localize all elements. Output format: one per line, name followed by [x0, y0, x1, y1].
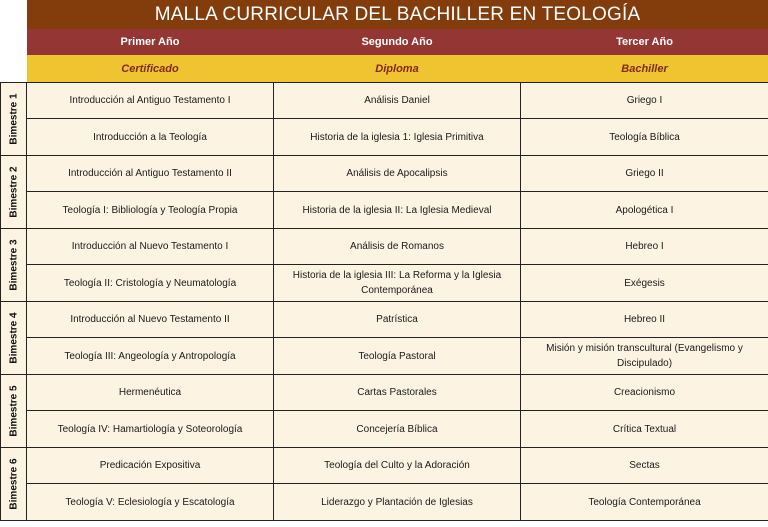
course-cell: Teología Pastoral — [274, 338, 521, 375]
course-cell: Liderazgo y Plantación de Iglesias — [274, 484, 521, 521]
course-cell: Griego I — [521, 83, 768, 119]
course-row — [1, 229, 768, 265]
bimestre-label-cell — [1, 448, 27, 521]
course-cell: Introducción a la Teología — [27, 119, 274, 156]
course-cell: Exégesis — [521, 265, 768, 302]
course-cell: Análisis de Apocalipsis — [274, 156, 521, 192]
course-row — [1, 448, 768, 484]
bimestre-label: Bimestre 4 — [8, 312, 19, 364]
course-cell: Historia de la iglesia III: La Reforma y la Iglesia Contemporánea — [274, 265, 521, 302]
course-cell: Historia de la iglesia 1: Iglesia Primitiva — [274, 119, 521, 156]
course-cell: Misión y misión transcultural (Evangelismo y Discipulado) — [521, 338, 768, 375]
course-cell: Introducción al Antiguo Testamento I — [27, 83, 274, 119]
course-cell: Teología IV: Hamartiología y Soteorología — [27, 411, 274, 448]
degree-header-row — [1, 55, 768, 83]
degree-header-2: Diploma — [274, 55, 521, 83]
corner-blank — [1, 29, 27, 55]
year-header-row — [1, 29, 768, 55]
course-cell: Introducción al Nuevo Testamento I — [27, 229, 274, 265]
bimestre-label-cell — [1, 375, 27, 448]
corner-blank — [1, 55, 27, 83]
bimestre-label: Bimestre 3 — [8, 239, 19, 291]
course-cell: Teología III: Angeología y Antropología — [27, 338, 274, 375]
course-cell: Sectas — [521, 448, 768, 484]
course-row — [1, 302, 768, 338]
year-header-1: Primer Año — [27, 29, 274, 55]
page-title: MALLA CURRICULAR DEL BACHILLER EN TEOLOGÍA — [27, 0, 768, 29]
course-row — [1, 265, 768, 302]
course-cell: Hebreo II — [521, 302, 768, 338]
course-cell: Teología del Culto y la Adoración — [274, 448, 521, 484]
course-cell: Hebreo I — [521, 229, 768, 265]
course-row — [1, 83, 768, 119]
course-cell: Teología V: Eclesiología y Escatología — [27, 484, 274, 521]
course-cell: Historia de la iglesia II: La Iglesia Medieval — [274, 192, 521, 229]
course-cell: Cartas Pastorales — [274, 375, 521, 411]
bimestre-label-cell — [1, 302, 27, 375]
course-row — [1, 192, 768, 229]
title-row — [1, 0, 768, 29]
course-row — [1, 411, 768, 448]
course-cell: Teología Contemporánea — [521, 484, 768, 521]
course-cell: Apologética I — [521, 192, 768, 229]
course-cell: Análisis de Romanos — [274, 229, 521, 265]
bimestre-label: Bimestre 2 — [8, 166, 19, 218]
bimestre-label-cell — [1, 83, 27, 156]
course-cell: Griego II — [521, 156, 768, 192]
course-cell: Concejería Bíblica — [274, 411, 521, 448]
course-cell: Creacionismo — [521, 375, 768, 411]
course-cell: Introducción al Antiguo Testamento II — [27, 156, 274, 192]
course-row — [1, 375, 768, 411]
course-cell: Crítica Textual — [521, 411, 768, 448]
bimestre-label-cell — [1, 229, 27, 302]
year-header-2: Segundo Año — [274, 29, 521, 55]
course-cell: Teología I: Bibliología y Teología Propia — [27, 192, 274, 229]
course-cell: Introducción al Nuevo Testamento II — [27, 302, 274, 338]
year-header-3: Tercer Año — [521, 29, 768, 55]
course-cell: Patrística — [274, 302, 521, 338]
course-row — [1, 156, 768, 192]
course-cell: Teología II: Cristología y Neumatología — [27, 265, 274, 302]
bimestre-label: Bimestre 1 — [8, 93, 19, 145]
bimestre-label: Bimestre 5 — [8, 385, 19, 437]
degree-header-3: Bachiller — [521, 55, 768, 83]
course-cell: Teología Bíblica — [521, 119, 768, 156]
course-row — [1, 119, 768, 156]
bimestre-label: Bimestre 6 — [8, 458, 19, 510]
degree-header-1: Certificado — [27, 55, 274, 83]
bimestre-label-cell — [1, 156, 27, 229]
course-cell: Hermenéutica — [27, 375, 274, 411]
course-row — [1, 484, 768, 521]
corner-blank — [1, 0, 27, 29]
course-row — [1, 338, 768, 375]
course-cell: Análisis Daniel — [274, 83, 521, 119]
course-cell: Predicación Expositiva — [27, 448, 274, 484]
